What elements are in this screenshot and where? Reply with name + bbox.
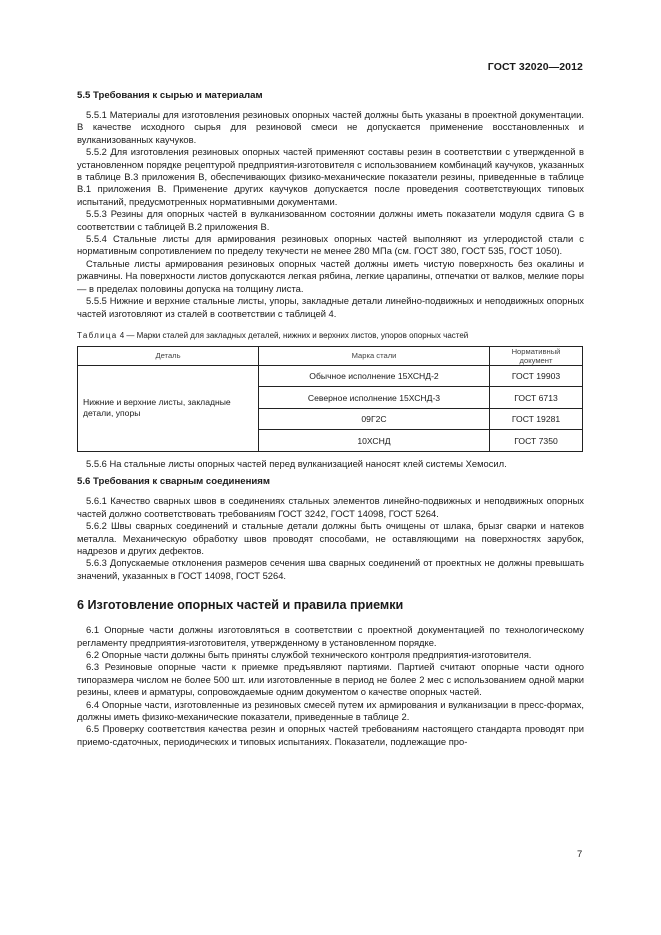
grade-cell: Северное исполнение 15ХСНД-3 <box>259 387 490 409</box>
section-6-heading: 6 Изготовление опорных частей и правила приемки <box>77 598 404 613</box>
doc-cell: ГОСТ 19281 <box>490 408 583 430</box>
header-steel-grade: Марка стали <box>259 346 490 365</box>
paragraph-5-5-6: 5.5.6 На стальные листы опорных частей перед вулканизацией наносят клей системы Хемосил. <box>86 457 507 469</box>
paragraph-5-6-1: 5.6.1 Качество сварных швов в соединениях стальных элементов линейно-подвижных и неподвижных опорных частей должно соответствовать требованиям ГОСТ 3242, ГОСТ 14098, ГОСТ 5264. <box>77 495 584 519</box>
header-normative-doc: Нормативный документ <box>490 346 583 365</box>
grade-cell: Обычное исполнение 15ХСНД-2 <box>259 365 490 387</box>
steel-grades-table <box>77 346 583 452</box>
header-detail: Деталь <box>78 346 259 365</box>
table-header-row <box>78 346 583 365</box>
table-caption-label: Таблица <box>77 330 118 340</box>
section-5-5-heading: 5.5 Требования к сырью и материалам <box>77 90 263 101</box>
paragraph-5-6-2: 5.6.2 Швы сварных соединений и стальные детали должны быть очищены от шлака, брызг сварки и натеков металла. Механическую обработку швов проводят способами, не оставляющими на поверхностях зарубок, надрезов и других дефектов. <box>77 520 584 556</box>
paragraph-6-3: 6.3 Резиновые опорные части к приемке предъявляют партиями. Партией считают опорные части одного типоразмера числом не более 500 шт. или изготовленные в период не более 2 мес с использованием одной марки резины, клеев и арматуры, сопровождаемые одним документом о качестве опорных частей. <box>77 661 584 698</box>
document-code-header: ГОСТ 32020—2012 <box>487 61 583 73</box>
paragraph-5-5-2: 5.5.2 Для изготовления резиновых опорных частей применяют составы резин в соответствии с утвержденной в установленном порядке рецептурой предприятия-изготовителя с использованием комбинаций каучуков, указанных в таблице В.3 приложения В, обеспечивающих физико-механические показатели резины, приведенные в таблице В.1 приложения В. Применение других каучуков допускается после проведения соответствующих типовых испытаний, предусмотренных нормативными документами. <box>77 146 584 207</box>
grade-cell: 09Г2С <box>259 408 490 430</box>
detail-cell: Нижние и верхние листы, закладные детали, упоры <box>78 365 259 451</box>
doc-cell: ГОСТ 7350 <box>490 430 583 452</box>
doc-cell: ГОСТ 19903 <box>490 365 583 387</box>
table-caption-text: 4 — Марки сталей для закладных деталей, нижних и верхних листов, упоров опорных частей <box>119 330 469 340</box>
paragraph-6-1: 6.1 Опорные части должны изготовляться в соответствии с проектной документацией по технологическому регламенту предприятия-изготовителя, утвержденному в установленном порядке. <box>77 624 584 648</box>
paragraph-5-5-1: 5.5.1 Материалы для изготовления резиновых опорных частей должны быть указаны в проектной документации. В качестве исходного сырья для резиновой смеси не допускается применение восстановленных и вулканизованных каучуков. <box>77 109 584 145</box>
table-4-caption <box>77 330 584 341</box>
paragraph-5-6-3: 5.6.3 Допускаемые отклонения размеров сечения шва сварных соединений от проектных не должны превышать значений, указанных в ГОСТ 14098, ГОСТ 5264. <box>77 557 584 581</box>
page-number: 7 <box>577 849 583 860</box>
paragraph-6-2: 6.2 Опорные части должны быть приняты службой технического контроля предприятия-изготовителя. <box>86 648 532 660</box>
paragraph-5-5-5: 5.5.5 Нижние и верхние стальные листы, упоры, закладные детали линейно-подвижных и неподвижных опорных частей изготовляют из сталей в соответствии с таблицей 4. <box>77 295 584 319</box>
paragraph-5-5-4: 5.5.4 Стальные листы для армирования резиновых опорных частей выполняют из углеродистой стали с нормативным сопротивлением по пределу текучести не менее 280 МПа (см. ГОСТ 380, ГОСТ 535, ГОСТ 1050). <box>77 233 584 257</box>
grade-cell: 10ХСНД <box>259 430 490 452</box>
paragraph-steel-surface: Стальные листы армирования резиновых опорных частей должны иметь чистую поверхность без окалины и ржавчины. На поверхности листов допускаются легкая рябина, легкие царапины, отпечатки от валков, мелкие поры — в пределах половины допуска на толщину листа. <box>77 257 584 294</box>
doc-cell: ГОСТ 6713 <box>490 387 583 409</box>
paragraph-6-4: 6.4 Опорные части, изготовленные из резиновых смесей путем их армирования и вулканизации в пресс-формах, должны иметь физико-механические показатели, приведенные в таблице 2. <box>77 698 584 722</box>
table-row <box>78 365 583 387</box>
page-content <box>77 90 584 748</box>
paragraph-6-5: 6.5 Проверку соответствия качества резин и опорных частей требованиям настоящего стандарта проводят при приемо-сдаточных, периодических и типовых испытаниях. Показатели, подлежащие про- <box>77 723 584 747</box>
paragraph-5-5-3: 5.5.3 Резины для опорных частей в вулканизованном состоянии должны иметь показатели модуля сдвига G в соответствии с таблицей В.2 приложения В. <box>77 208 584 232</box>
section-5-6-heading: 5.6 Требования к сварным соединениям <box>77 476 270 488</box>
